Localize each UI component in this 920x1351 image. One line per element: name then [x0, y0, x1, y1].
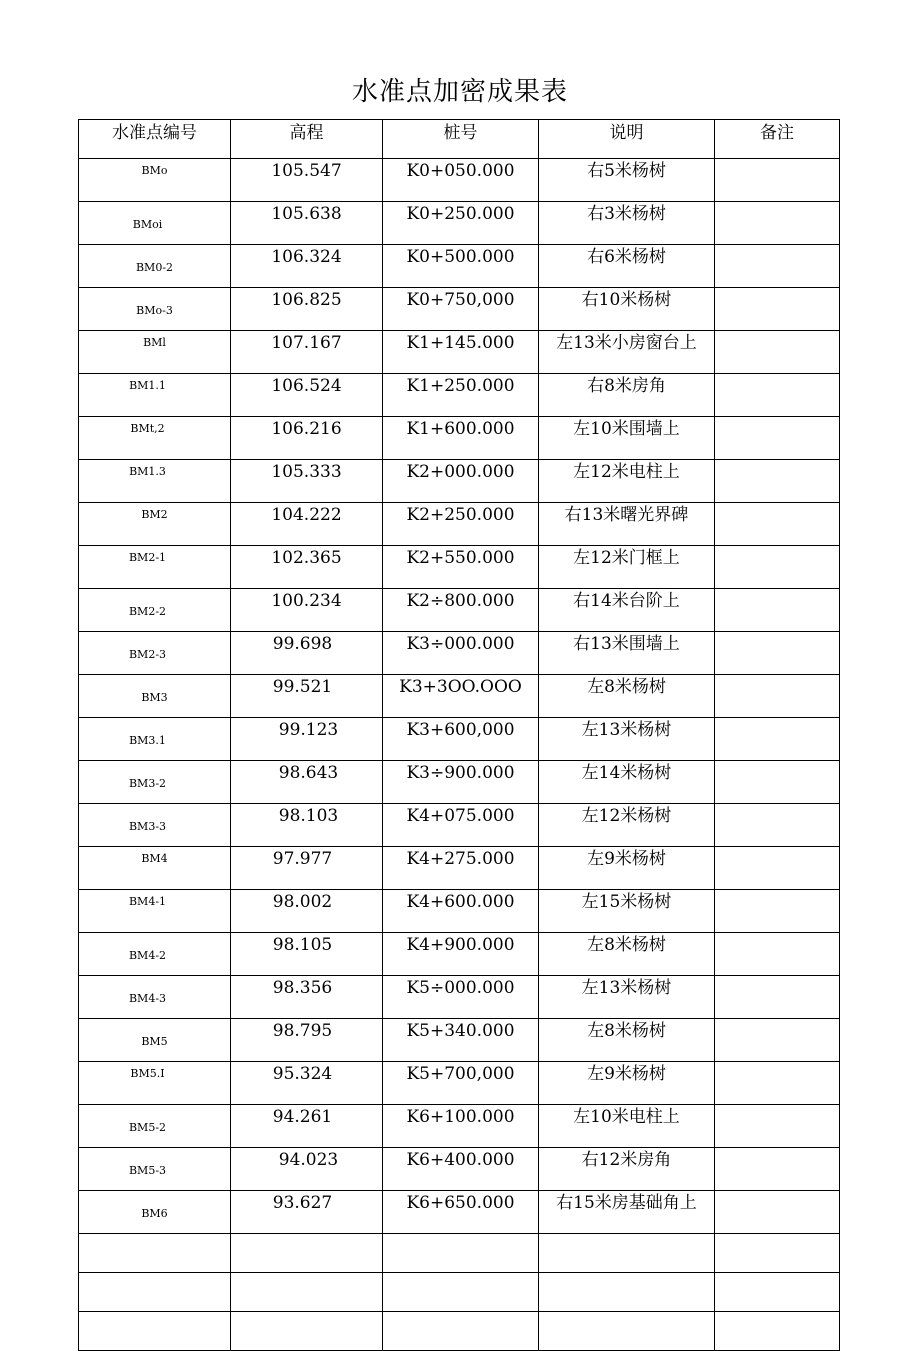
row-station: [383, 847, 539, 890]
row-description: [539, 417, 715, 460]
row-remark: [715, 1019, 840, 1062]
empty-cell: [79, 1234, 231, 1273]
row-description: [539, 1105, 715, 1148]
row-elevation: [231, 890, 383, 933]
row-elevation-text: 107.167: [271, 333, 342, 353]
row-station-text: K2÷800.000: [406, 591, 515, 611]
row-point-id-text: BM3-3: [128, 820, 167, 833]
row-description: [539, 761, 715, 804]
row-point-id: [79, 503, 231, 546]
row-description: [539, 718, 715, 761]
row-remark: [715, 1191, 840, 1234]
table-row: [79, 976, 840, 1019]
row-point-id: [79, 1191, 231, 1234]
row-point-id: [79, 1148, 231, 1191]
row-point-id: [79, 1105, 231, 1148]
row-description-text: 右5米杨树: [587, 161, 666, 181]
table-row: [79, 202, 840, 245]
row-remark: [715, 761, 840, 804]
row-description: [539, 288, 715, 331]
row-station: [383, 245, 539, 288]
row-station-text: K0+750,000: [406, 290, 515, 310]
row-station-text: K6+100.000: [406, 1107, 515, 1127]
row-station: [383, 1191, 539, 1234]
row-point-id-text: BM1.3: [129, 465, 166, 478]
row-elevation-text: 106.524: [271, 376, 342, 396]
row-remark: [715, 804, 840, 847]
table-row: [79, 632, 840, 675]
row-point-id-text: BM5.I: [130, 1067, 165, 1080]
row-description-text: 左12米电柱上: [573, 462, 680, 482]
row-station: [383, 288, 539, 331]
row-point-id-text: BM4: [141, 852, 168, 865]
row-elevation: [231, 417, 383, 460]
row-description-text: 左8米杨树: [587, 1021, 666, 1041]
row-station: [383, 1105, 539, 1148]
row-elevation-text: 99.521: [272, 677, 333, 697]
row-description: [539, 546, 715, 589]
table-row: [79, 847, 840, 890]
row-elevation-text: 105.638: [271, 204, 342, 224]
row-point-id: [79, 417, 231, 460]
row-remark: [715, 546, 840, 589]
row-station-text: K6+650.000: [406, 1193, 515, 1213]
empty-table-row: [79, 1312, 840, 1351]
row-description-text: 左12米门框上: [573, 548, 680, 568]
table-row: [79, 1105, 840, 1148]
empty-cell: [383, 1312, 539, 1351]
row-station: [383, 460, 539, 503]
empty-table-row: [79, 1273, 840, 1312]
row-description-text: 左13米杨树: [581, 720, 672, 740]
row-description-text: 右3米杨树: [587, 204, 666, 224]
row-description-text: 右6米杨树: [587, 247, 666, 267]
table-row: [79, 331, 840, 374]
row-station-text: K2+000.000: [406, 462, 515, 482]
row-remark: [715, 976, 840, 1019]
row-remark: [715, 718, 840, 761]
empty-cell: [383, 1234, 539, 1273]
row-station: [383, 417, 539, 460]
page-title: 水准点加密成果表: [351, 77, 568, 107]
row-station: [383, 159, 539, 202]
row-station-text: K0+050.000: [406, 161, 515, 181]
header-station: 桩号: [383, 120, 539, 159]
table-row: [79, 804, 840, 847]
row-elevation-text: 100.234: [271, 591, 342, 611]
row-point-id-text: BMoi: [132, 218, 163, 231]
row-description-text: 左9米杨树: [587, 849, 666, 869]
table-row: [79, 503, 840, 546]
row-point-id-text: BM5-3: [128, 1164, 167, 1177]
row-point-id-text: BM3: [141, 691, 168, 704]
row-point-id: [79, 288, 231, 331]
row-description-text: 右8米房角: [587, 376, 666, 396]
row-point-id: [79, 976, 231, 1019]
row-elevation: [231, 675, 383, 718]
table-row: [79, 933, 840, 976]
empty-cell: [79, 1312, 231, 1351]
row-station-text: K0+500.000: [406, 247, 515, 267]
table-row: [79, 374, 840, 417]
row-station-text: K4+600.000: [406, 892, 515, 912]
row-remark: [715, 1062, 840, 1105]
row-description: [539, 331, 715, 374]
row-elevation: [231, 1019, 383, 1062]
empty-table-row: [79, 1234, 840, 1273]
row-station: [383, 202, 539, 245]
row-point-id-text: BM6: [141, 1207, 168, 1220]
row-station: [383, 761, 539, 804]
row-remark: [715, 589, 840, 632]
row-description: [539, 245, 715, 288]
row-point-id: [79, 804, 231, 847]
row-description: [539, 1148, 715, 1191]
row-station-text: K1+600.000: [406, 419, 515, 439]
row-description: [539, 847, 715, 890]
table-row: [79, 589, 840, 632]
row-description: [539, 632, 715, 675]
row-description-text: 左8米杨树: [587, 935, 666, 955]
row-station: [383, 503, 539, 546]
benchmark-table: [78, 119, 840, 1351]
row-remark: [715, 288, 840, 331]
row-elevation: [231, 288, 383, 331]
header-remark: 备注: [715, 120, 840, 159]
row-station-text: K4+075.000: [406, 806, 515, 826]
row-station-text: K1+145.000: [406, 333, 515, 353]
row-point-id: [79, 933, 231, 976]
row-station: [383, 976, 539, 1019]
row-description-text: 左13米小房窗台上: [556, 333, 697, 353]
empty-cell: [715, 1234, 840, 1273]
row-description: [539, 503, 715, 546]
empty-cell: [231, 1234, 383, 1273]
empty-cell: [231, 1273, 383, 1312]
row-point-id-text: BM2: [141, 508, 168, 521]
row-elevation-text: 99.698: [272, 634, 333, 654]
row-station: [383, 718, 539, 761]
row-remark: [715, 159, 840, 202]
row-description: [539, 589, 715, 632]
row-description-text: 右14米台阶上: [573, 591, 680, 611]
table-row: [79, 1191, 840, 1234]
row-elevation-text: 98.356: [272, 978, 333, 998]
row-station: [383, 1062, 539, 1105]
row-description: [539, 460, 715, 503]
row-description-text: 右12米房角: [581, 1150, 672, 1170]
row-station-text: K2+550.000: [406, 548, 515, 568]
row-point-id-text: BMo: [141, 164, 168, 177]
row-description-text: 右15米房基础角上: [556, 1193, 697, 1213]
row-description: [539, 202, 715, 245]
row-elevation: [231, 1191, 383, 1234]
row-description: [539, 1062, 715, 1105]
row-remark: [715, 417, 840, 460]
row-station-text: K3+600,000: [406, 720, 515, 740]
row-station: [383, 933, 539, 976]
row-elevation: [231, 202, 383, 245]
row-elevation-text: 105.547: [271, 161, 342, 181]
row-remark: [715, 847, 840, 890]
table-row: [79, 675, 840, 718]
table-row: [79, 1148, 840, 1191]
row-station-text: K4+275.000: [406, 849, 515, 869]
row-elevation-text: 98.103: [278, 806, 339, 826]
row-point-id-text: BM4-2: [128, 949, 167, 962]
row-elevation-text: 106.324: [271, 247, 342, 267]
row-elevation: [231, 632, 383, 675]
row-point-id-text: BM2-1: [128, 551, 167, 564]
row-point-id-text: BM4-1: [128, 895, 167, 908]
row-station: [383, 804, 539, 847]
row-elevation: [231, 933, 383, 976]
table-row: [79, 417, 840, 460]
row-point-id: [79, 1019, 231, 1062]
header-point-id: 水准点编号: [79, 120, 231, 159]
row-point-id: [79, 460, 231, 503]
row-remark: [715, 503, 840, 546]
row-point-id-text: BM5: [141, 1035, 168, 1048]
row-remark: [715, 331, 840, 374]
row-elevation-text: 98.105: [272, 935, 333, 955]
row-point-id-text: BMt,2: [130, 422, 165, 435]
row-elevation: [231, 245, 383, 288]
table-row: [79, 761, 840, 804]
row-point-id-text: BM2-3: [128, 648, 167, 661]
row-remark: [715, 202, 840, 245]
row-elevation: [231, 374, 383, 417]
table-row: [79, 245, 840, 288]
row-description: [539, 933, 715, 976]
row-station-text: K0+250.000: [406, 204, 515, 224]
row-description-text: 左15米杨树: [581, 892, 672, 912]
row-elevation: [231, 1062, 383, 1105]
table-row: [79, 890, 840, 933]
empty-cell: [79, 1273, 231, 1312]
row-description-text: 左9米杨树: [587, 1064, 666, 1084]
empty-cell: [383, 1273, 539, 1312]
row-point-id-text: BM3-2: [128, 777, 167, 790]
row-remark: [715, 890, 840, 933]
row-station: [383, 890, 539, 933]
row-description: [539, 159, 715, 202]
empty-cell: [715, 1312, 840, 1351]
row-station: [383, 589, 539, 632]
empty-cell: [231, 1312, 383, 1351]
row-elevation-text: 99.123: [278, 720, 339, 740]
table-row: [79, 460, 840, 503]
row-description: [539, 890, 715, 933]
table-row: [79, 1019, 840, 1062]
row-remark: [715, 933, 840, 976]
row-remark: [715, 245, 840, 288]
row-elevation: [231, 546, 383, 589]
row-point-id-text: BM1.1: [129, 379, 166, 392]
row-remark: [715, 374, 840, 417]
row-point-id: [79, 718, 231, 761]
row-station-text: K5÷000.000: [406, 978, 515, 998]
empty-cell: [539, 1312, 715, 1351]
row-point-id-text: BM4-3: [128, 992, 167, 1005]
row-elevation-text: 102.365: [271, 548, 342, 568]
row-elevation: [231, 503, 383, 546]
row-description-text: 右13米曙光界碑: [564, 505, 689, 525]
row-elevation-text: 105.333: [271, 462, 342, 482]
row-station-text: K2+250.000: [406, 505, 515, 525]
row-point-id: [79, 890, 231, 933]
row-remark: [715, 675, 840, 718]
row-description-text: 右13米围墙上: [573, 634, 680, 654]
row-description: [539, 804, 715, 847]
row-point-id: [79, 546, 231, 589]
row-elevation: [231, 761, 383, 804]
row-station-text: K3+3OO.OOO: [399, 677, 522, 697]
row-point-id: [79, 847, 231, 890]
row-point-id: [79, 159, 231, 202]
row-elevation-text: 98.795: [272, 1021, 333, 1041]
row-point-id: [79, 589, 231, 632]
row-point-id: [79, 1062, 231, 1105]
row-elevation: [231, 976, 383, 1019]
empty-cell: [715, 1273, 840, 1312]
row-elevation-text: 95.324: [272, 1064, 333, 1084]
row-description-text: 左14米杨树: [581, 763, 672, 783]
row-station-text: K4+900.000: [406, 935, 515, 955]
row-station: [383, 331, 539, 374]
row-station: [383, 374, 539, 417]
row-point-id-text: BM0-2: [135, 261, 174, 274]
row-description-text: 左12米杨树: [581, 806, 672, 826]
row-point-id-text: BM3.1: [129, 734, 166, 747]
row-elevation: [231, 460, 383, 503]
row-station: [383, 675, 539, 718]
row-elevation-text: 94.023: [278, 1150, 339, 1170]
row-station-text: K3÷000.000: [406, 634, 515, 654]
row-elevation-text: 94.261: [272, 1107, 333, 1127]
row-elevation: [231, 1148, 383, 1191]
row-description: [539, 976, 715, 1019]
row-point-id: [79, 761, 231, 804]
table-row: [79, 159, 840, 202]
row-elevation-text: 106.825: [271, 290, 342, 310]
row-point-id: [79, 245, 231, 288]
empty-cell: [539, 1273, 715, 1312]
row-point-id: [79, 374, 231, 417]
row-elevation: [231, 1105, 383, 1148]
table-row: [79, 546, 840, 589]
row-description: [539, 675, 715, 718]
header-elevation: 高程: [231, 120, 383, 159]
row-station: [383, 632, 539, 675]
row-elevation: [231, 718, 383, 761]
row-station-text: K6+400.000: [406, 1150, 515, 1170]
row-elevation-text: 97.977: [272, 849, 333, 869]
row-elevation-text: 93.627: [272, 1193, 333, 1213]
row-point-id-text: BMo-3: [136, 304, 173, 317]
row-description: [539, 1019, 715, 1062]
row-description: [539, 374, 715, 417]
row-remark: [715, 460, 840, 503]
row-description-text: 左10米电柱上: [573, 1107, 680, 1127]
row-point-id: [79, 675, 231, 718]
row-point-id-text: BM2-2: [128, 605, 167, 618]
row-elevation-text: 106.216: [271, 419, 342, 439]
row-remark: [715, 632, 840, 675]
empty-cell: [539, 1234, 715, 1273]
table-row: [79, 718, 840, 761]
row-point-id: [79, 331, 231, 374]
row-station-text: K1+250.000: [406, 376, 515, 396]
row-elevation-text: 104.222: [271, 505, 342, 525]
row-elevation: [231, 847, 383, 890]
row-description-text: 右10米杨树: [581, 290, 672, 310]
row-elevation-text: 98.002: [272, 892, 333, 912]
table-row: [79, 288, 840, 331]
row-station: [383, 546, 539, 589]
row-station: [383, 1148, 539, 1191]
row-station-text: K5+340.000: [406, 1021, 515, 1041]
row-station-text: K3÷900.000: [406, 763, 515, 783]
header-description: 说明: [539, 120, 715, 159]
row-description-text: 左13米杨树: [581, 978, 672, 998]
row-elevation: [231, 159, 383, 202]
row-station: [383, 1019, 539, 1062]
row-point-id: [79, 202, 231, 245]
row-description-text: 左8米杨树: [587, 677, 666, 697]
row-remark: [715, 1105, 840, 1148]
row-elevation: [231, 331, 383, 374]
table-header-row: [79, 120, 840, 159]
row-elevation: [231, 804, 383, 847]
row-point-id-text: BMl: [143, 336, 166, 349]
row-elevation-text: 98.643: [278, 763, 339, 783]
table-row: [79, 1062, 840, 1105]
row-station-text: K5+700,000: [406, 1064, 515, 1084]
row-description-text: 左10米围墙上: [573, 419, 680, 439]
row-remark: [715, 1148, 840, 1191]
row-point-id-text: BM5-2: [128, 1121, 167, 1134]
row-description: [539, 1191, 715, 1234]
row-point-id: [79, 632, 231, 675]
row-elevation: [231, 589, 383, 632]
